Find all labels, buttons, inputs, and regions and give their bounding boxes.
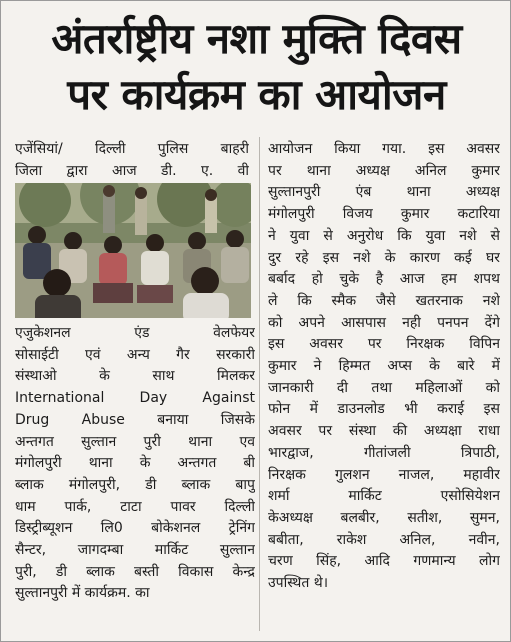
text-line: बर्बाद हो चुके है आज हम शपथ (268, 271, 500, 288)
text-line: सोसाईटी एवं अन्य गैर सरकारी (15, 346, 255, 363)
text-line: डिस्ट्रीब्यूशन लि0 बोकेशनल ट्रेनिंग (15, 520, 255, 537)
text-line: मंगोलपुरी विजय कुमार कटारिया (268, 206, 500, 223)
text-line: Drug Abuse बनाया जिसके (15, 411, 255, 428)
left-column-bottom (15, 323, 255, 605)
text-line: ब्लाक मंगोलपुरी, डी ब्लाक बापु (15, 476, 255, 493)
text-line: जिला द्वारा आज डी. ए. वी (15, 162, 249, 179)
headline-line-1: अंतर्राष्ट्रीय नशा मुक्ति दिवस (51, 14, 462, 63)
text-line: International Day Against (15, 390, 255, 407)
text-line: मंगोलपुरी थाना के अन्तगत बी (15, 455, 255, 472)
text-line: शर्मा मार्किट एसोसियेशन (268, 488, 500, 505)
right-column (268, 139, 500, 595)
text-line: भारद्वाज, गीतांजली त्रिपाठी, (268, 444, 500, 461)
text-line: उपस्थित थे। (268, 575, 329, 592)
text-line: को अपने आसपास नही पनपन देंगे (268, 314, 500, 331)
text-line: सैन्टर, जागदम्बा मार्किट सुल्तान (15, 542, 255, 559)
text-line: दुर रहे इस नशे के कारण कई घर (268, 249, 500, 266)
text-line: बबीता, राकेश अनिल, नवीन, (268, 531, 500, 548)
text-line: अन्तगत सुल्तान पुरी थाना एव (15, 433, 255, 450)
event-photo (15, 183, 251, 318)
text-line: इस अवसर पर निरक्षक विपिन (268, 336, 500, 353)
text-line: सुल्तानपुरी एंब थाना अध्यक्ष (268, 184, 500, 201)
text-line: निरक्षक गुलशन नाजल, महावीर (268, 466, 500, 483)
headline-line-2: पर कार्यक्रम का आयोजन (67, 70, 446, 119)
left-column-top (15, 139, 249, 182)
text-line: आयोजन किया गया. इस अवसर (268, 141, 500, 157)
text-line: धाम पार्क, टाटा पावर दिल्ली (15, 498, 255, 515)
text-line: कुमार ने हिम्मत अप्स के बारे में (268, 358, 500, 375)
text-line: पुरी, डी ब्लाक बस्ती विकास केन्द्र (15, 563, 255, 580)
text-line: जानकारी दी तथा महिलाओं को (268, 379, 500, 396)
text-line: एजुकेशनल एंड वेलफेयर (15, 325, 255, 341)
text-line: अवसर पर संस्था की अध्यक्षा राधा (268, 423, 500, 440)
text-line: फोन में डाउनलोड भी कराई इस (268, 401, 500, 418)
text-line: ले कि स्मैक जैसे खतरनाक नशे (268, 292, 500, 309)
text-line: पर थाना अध्यक्ष अनिल कुमार (268, 162, 500, 179)
text-line: ने युवा से अनुरोध कि युवा नशे से (268, 227, 500, 244)
text-line: संस्थाओ के साथ मिलकर (15, 368, 255, 385)
text-line: एजेंसियां/ दिल्ली पुलिस बाहरी (15, 141, 249, 157)
column-divider (259, 137, 260, 631)
text-line: सुल्तानपुरी में कार्यक्रम. का (15, 585, 150, 602)
text-line: केअध्यक्ष बलबीर, सतीश, सुमन, (268, 509, 500, 526)
text-line: चरण सिंह, आदि गणमान्य लोग (268, 553, 500, 570)
